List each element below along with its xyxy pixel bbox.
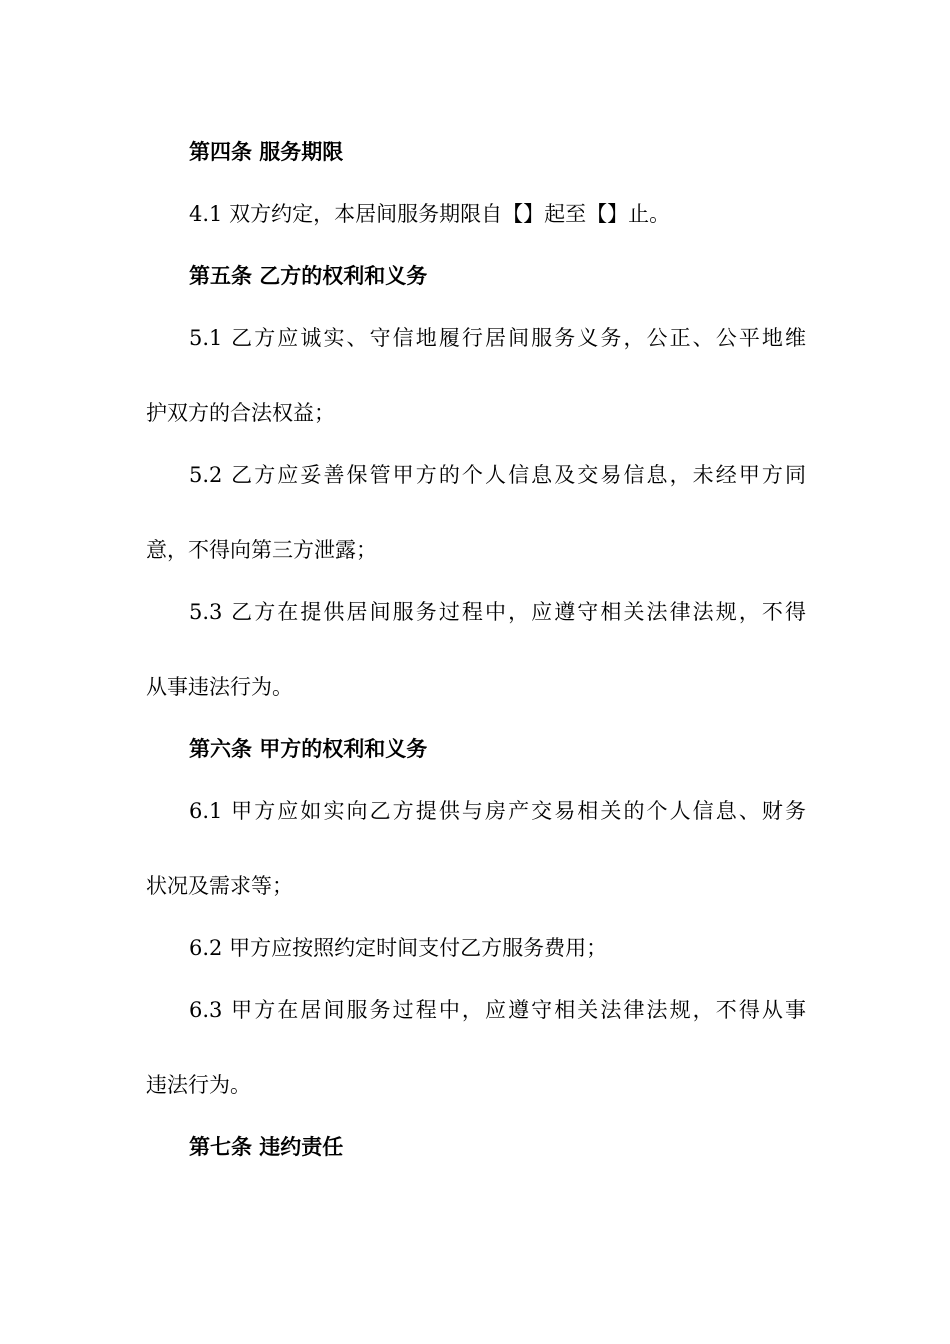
article-5-heading: 第五条 乙方的权利和义务 — [189, 263, 428, 288]
clause-5-1-line-2: 护双方的合法权益； — [146, 401, 335, 425]
clause-5-1-line-1: 5.1 乙方应诚实、守信地履行居间服务义务，公正、公平地维 — [189, 326, 806, 350]
clause-6-3-line-1: 6.3 甲方在居间服务过程中，应遵守相关法律法规，不得从事 — [189, 998, 806, 1022]
clause-5-2-line-2: 意，不得向第三方泄露； — [146, 538, 377, 562]
article-6-heading: 第六条 甲方的权利和义务 — [189, 736, 428, 761]
clause-6-1-line-2: 状况及需求等； — [146, 874, 293, 898]
clause-6-1-line-1: 6.1 甲方应如实向乙方提供与房产交易相关的个人信息、财务 — [189, 799, 806, 823]
article-7-heading: 第七条 违约责任 — [189, 1134, 344, 1159]
clause-5-3-line-1: 5.3 乙方在提供居间服务过程中，应遵守相关法律法规，不得 — [189, 600, 806, 624]
clause-5-2-line-1: 5.2 乙方应妥善保管甲方的个人信息及交易信息，未经甲方同 — [189, 463, 806, 487]
clause-5-3-line-2: 从事违法行为。 — [146, 675, 293, 699]
article-4-heading: 第四条 服务期限 — [189, 139, 344, 164]
clause-4-1: 4.1 双方约定，本居间服务期限自【】起至【】止。 — [189, 202, 671, 226]
clause-6-2: 6.2 甲方应按照约定时间支付乙方服务费用； — [189, 936, 608, 960]
clause-6-3-line-2: 违法行为。 — [146, 1073, 251, 1097]
